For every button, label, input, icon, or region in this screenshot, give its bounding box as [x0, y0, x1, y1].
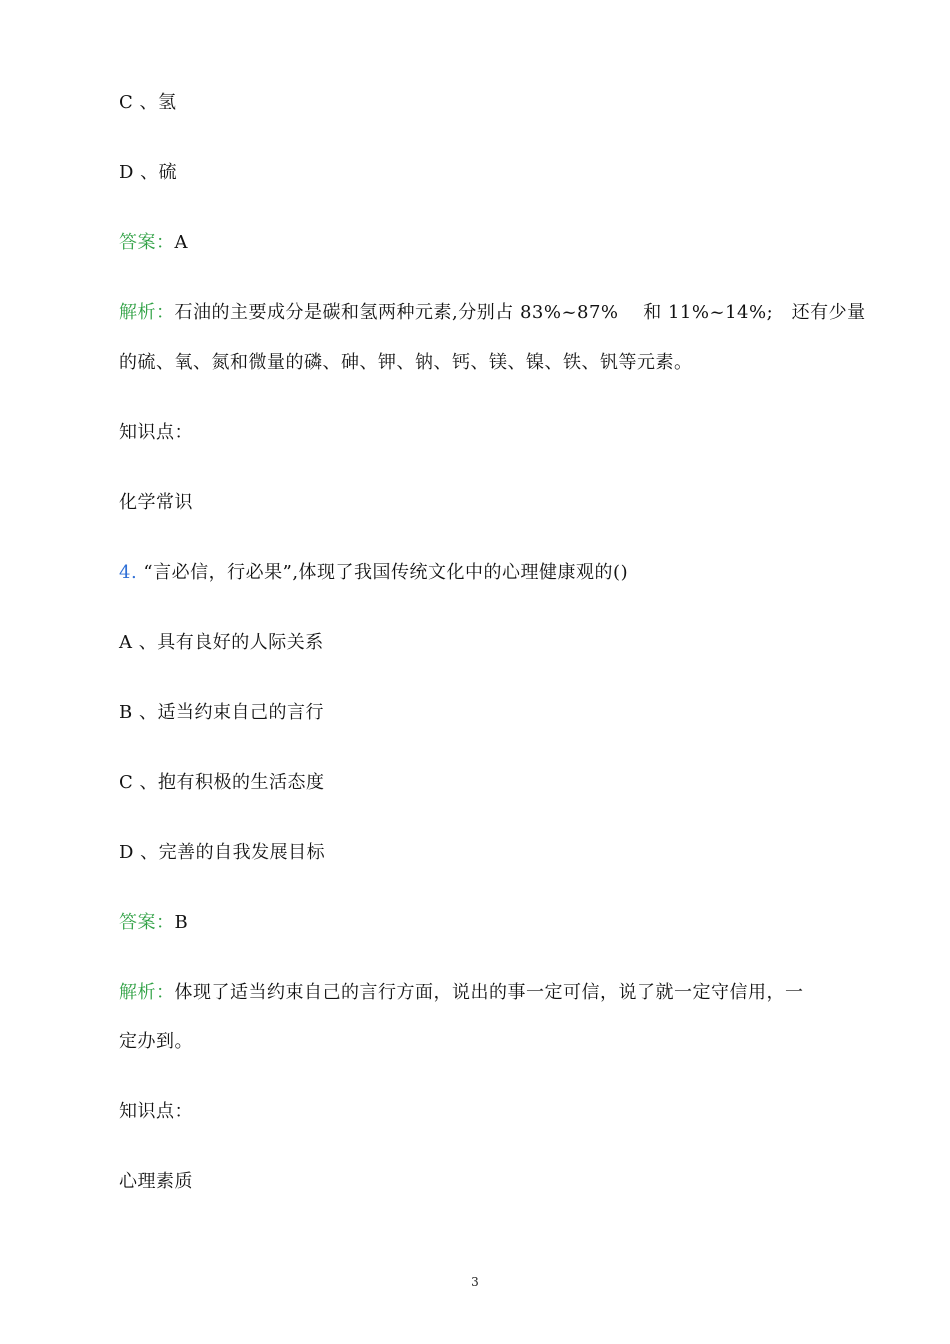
analysis-text: 石油的主要成分是碳和氢两种元素,分别占 83%~87% 和 11%~14%; 还有少量	[174, 302, 866, 323]
q4-stem	[119, 562, 628, 584]
q3-analysis-line-2: 的硫、氧、氮和微量的磷、砷、钾、钠、钙、镁、镍、铁、钒等元素。	[119, 352, 693, 373]
q3-answer	[119, 232, 188, 254]
answer-label: 答案：	[119, 232, 175, 253]
q4-option-b: B 、适当约束自己的言行	[119, 702, 324, 723]
analysis-label: 解析：	[119, 982, 175, 1003]
q4-option-a: A 、具有良好的人际关系	[119, 632, 324, 653]
q4-option-d: D 、完善的自我发展目标	[119, 842, 326, 863]
answer-value: A	[174, 232, 188, 253]
q3-analysis-line-1	[119, 302, 866, 324]
q3-option-d: D 、硫	[119, 162, 178, 183]
answer-value: B	[174, 912, 189, 933]
analysis-label: 解析：	[119, 302, 175, 323]
q4-knowledge-label: 知识点：	[119, 1101, 193, 1122]
q3-knowledge-value: 化学常识	[119, 492, 193, 513]
q4-knowledge-value: 心理素质	[119, 1171, 193, 1192]
question-number: 4.	[119, 562, 138, 583]
q4-option-c: C 、抱有积极的生活态度	[119, 772, 325, 793]
q3-knowledge-label: 知识点：	[119, 422, 193, 443]
analysis-text: 体现了适当约束自己的言行方面，说出的事一定可信，说了就一定守信用，一	[174, 982, 804, 1003]
question-text: “言必信，行必果”,体现了我国传统文化中的心理健康观的()	[143, 562, 629, 583]
q3-option-c: C 、氢	[119, 92, 177, 113]
answer-label: 答案：	[119, 912, 175, 933]
page-number: 3	[471, 1275, 479, 1289]
q4-answer	[119, 912, 188, 934]
q4-analysis-line-2: 定办到。	[119, 1031, 193, 1052]
q4-analysis-line-1	[119, 982, 804, 1004]
